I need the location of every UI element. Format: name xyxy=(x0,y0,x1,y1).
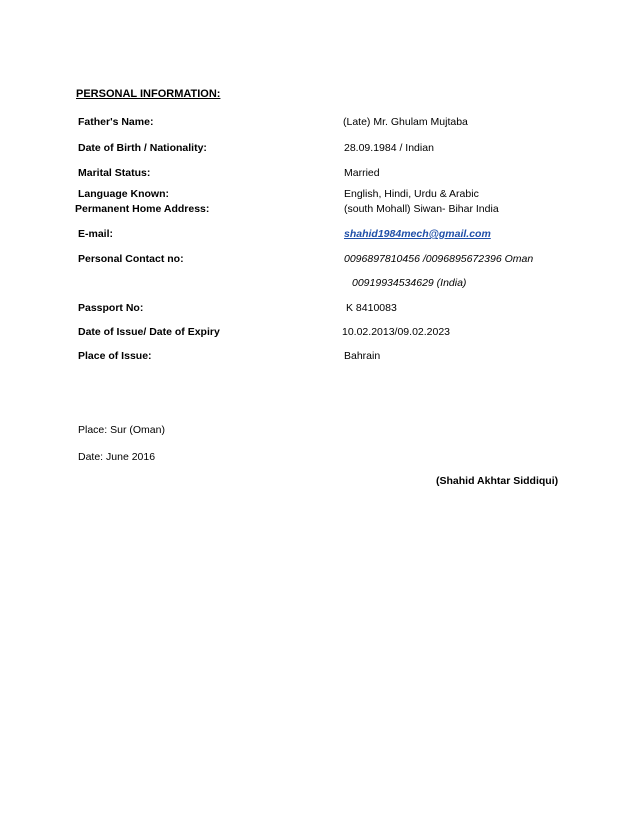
place-of-issue-label: Place of Issue: xyxy=(78,350,152,362)
marital-status-value: Married xyxy=(344,167,380,179)
contact-label: Personal Contact no: xyxy=(78,253,184,265)
contact-value-oman: 0096897810456 /0096895672396 Oman xyxy=(344,253,534,265)
passport-value: K 8410083 xyxy=(346,302,397,314)
footer-place: Place: Sur (Oman) xyxy=(78,424,165,436)
signature-name: (Shahid Akhtar Siddiqui) xyxy=(436,475,559,487)
address-value: (south Mohall) Siwan- Bihar India xyxy=(344,203,499,215)
footer-date: Date: June 2016 xyxy=(78,451,156,463)
dob-label: Date of Birth / Nationality: xyxy=(78,142,207,154)
passport-label: Passport No: xyxy=(78,302,144,314)
father-name-label: Father's Name: xyxy=(78,116,154,128)
issue-expiry-label: Date of Issue/ Date of Expiry xyxy=(78,326,220,338)
language-label: Language Known: xyxy=(78,188,169,200)
marital-status-label: Marital Status: xyxy=(78,167,151,179)
email-label: E-mail: xyxy=(78,228,114,240)
issue-expiry-value: 10.02.2013/09.02.2023 xyxy=(342,326,451,338)
address-label: Permanent Home Address: xyxy=(75,203,210,215)
language-value: English, Hindi, Urdu & Arabic xyxy=(344,188,479,200)
father-name-value: (Late) Mr. Ghulam Mujtaba xyxy=(343,116,468,128)
section-heading: PERSONAL INFORMATION: xyxy=(76,88,221,100)
contact-value-india: 00919934534629 (India) xyxy=(352,277,467,289)
place-of-issue-value: Bahrain xyxy=(344,350,381,362)
email-link[interactable]: shahid1984mech@gmail.com xyxy=(344,228,491,240)
dob-value: 28.09.1984 / Indian xyxy=(344,142,434,154)
